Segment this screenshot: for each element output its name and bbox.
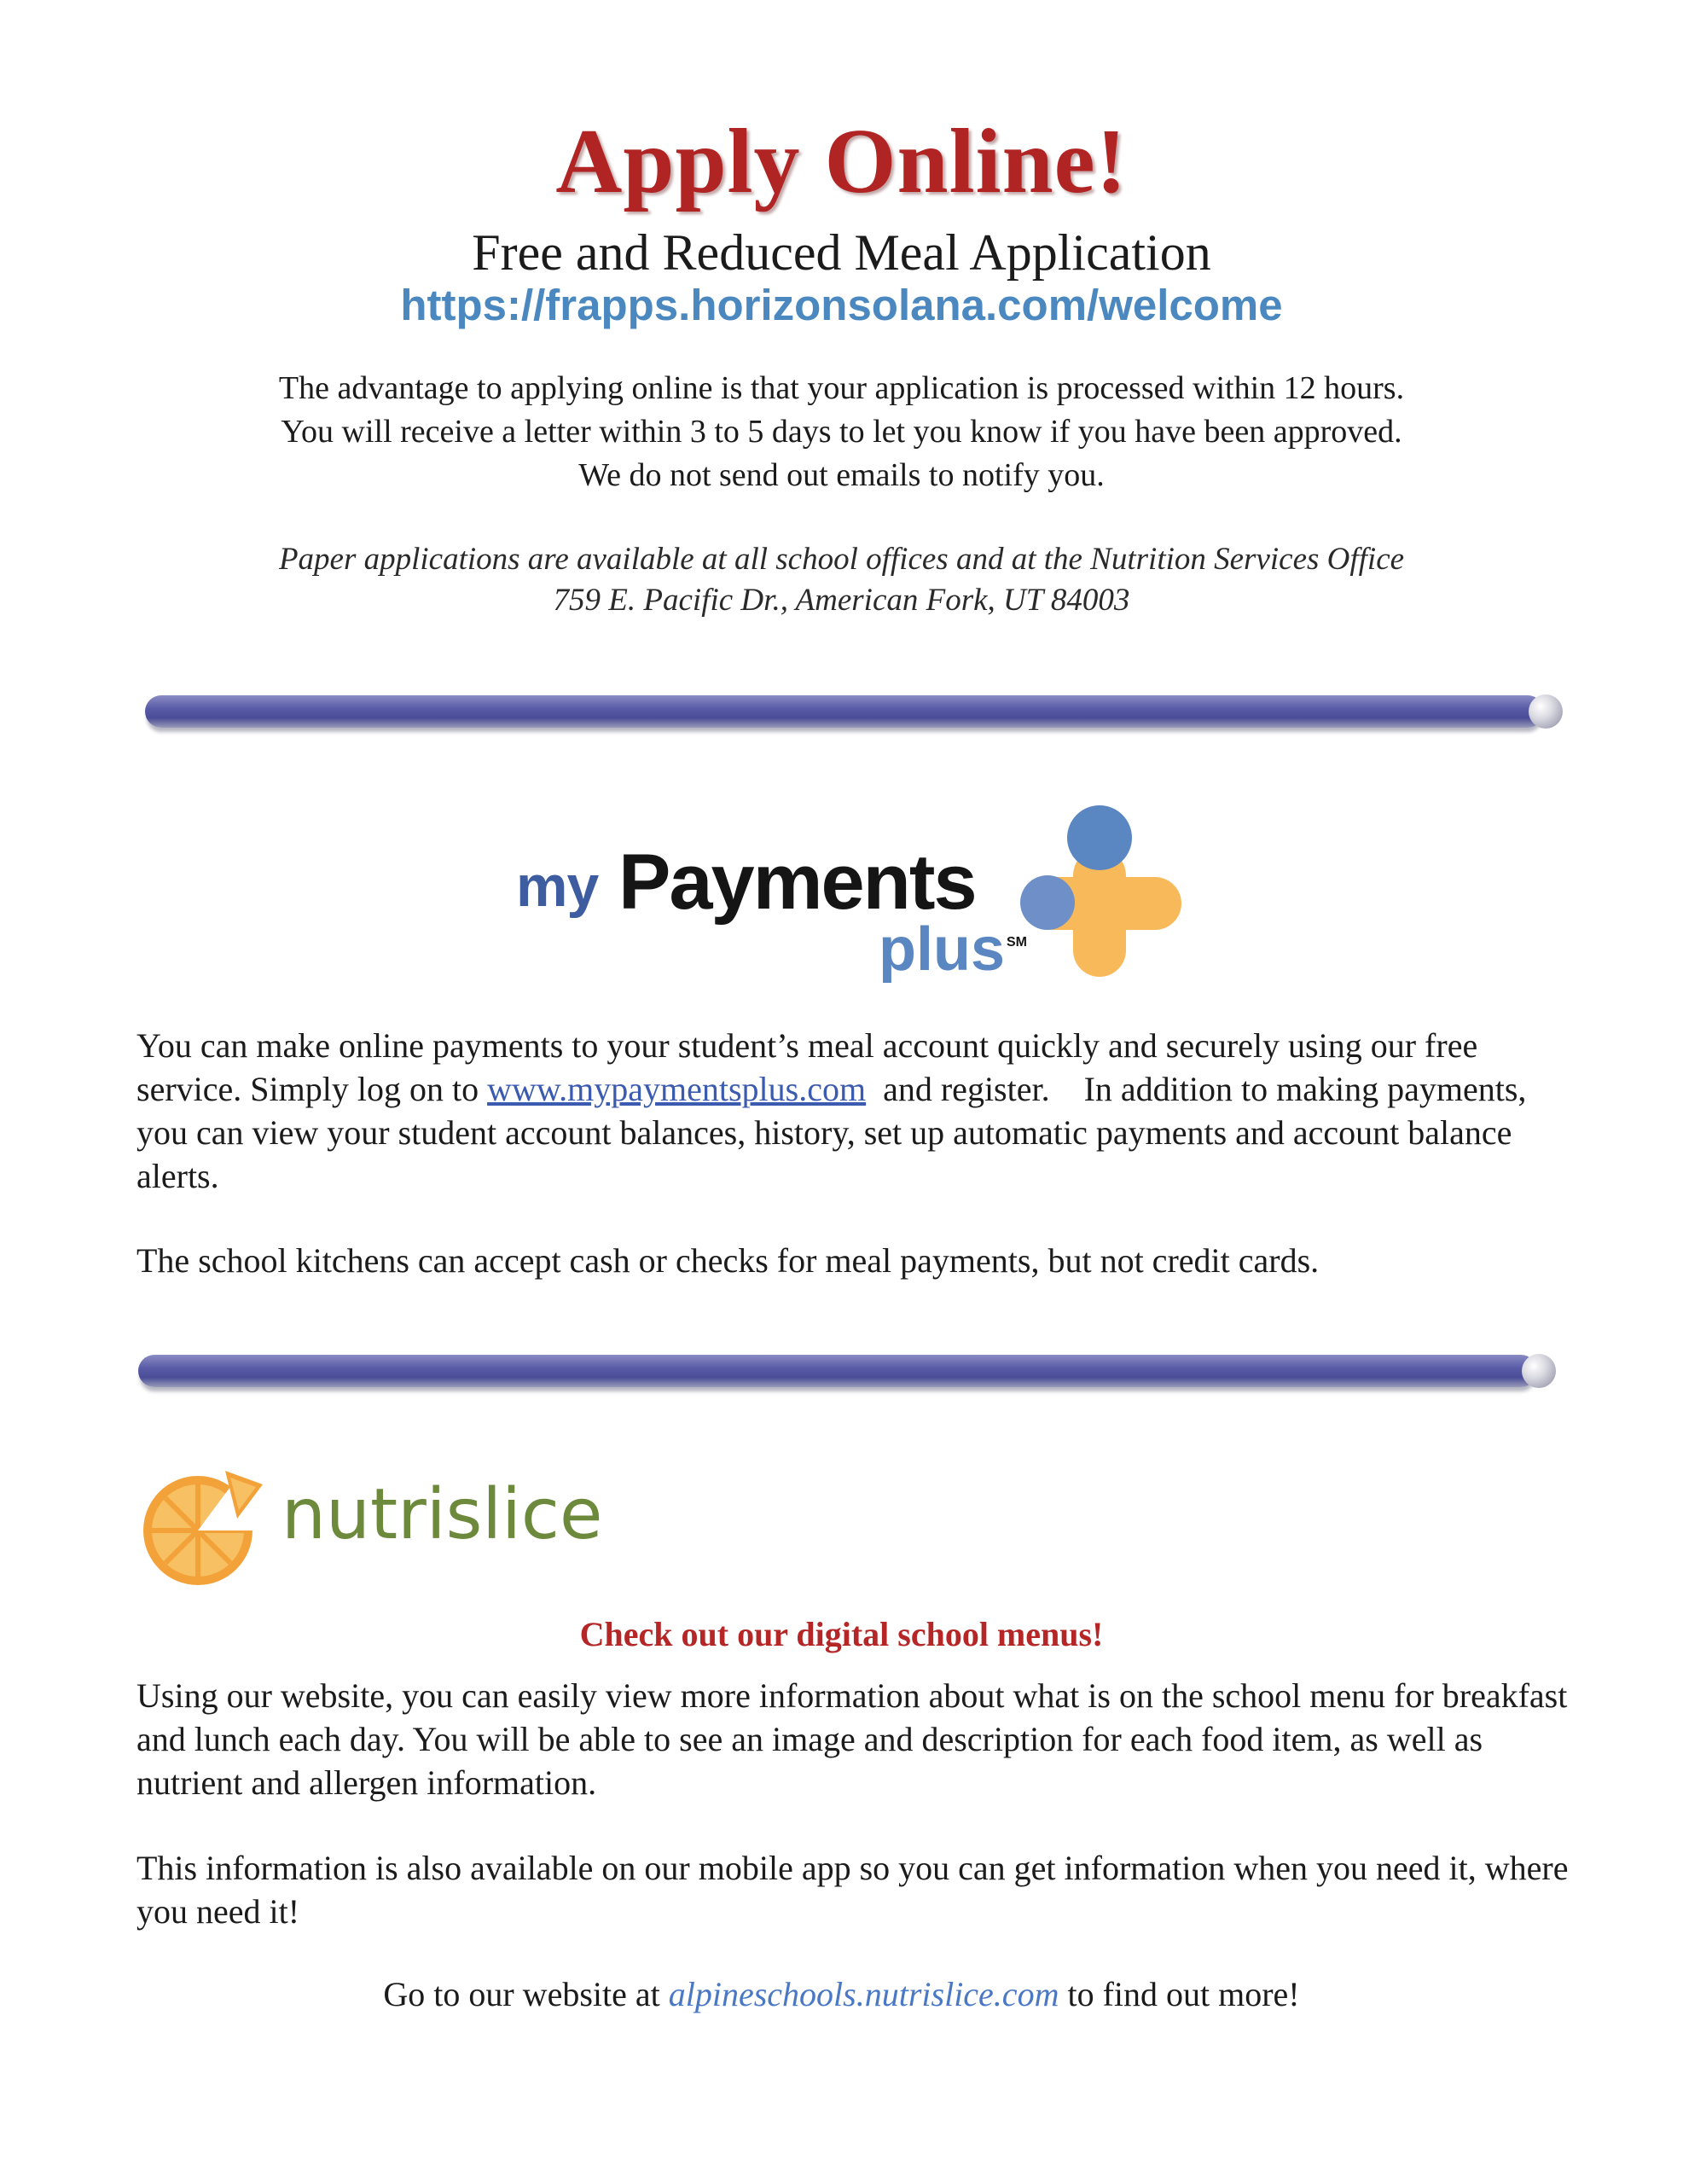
paper-line: Paper applications are available at all school offices and at the Nutrition Services Office (278, 542, 1405, 577)
mypayments-link[interactable]: www.mypaymentsplus.com (487, 1070, 867, 1108)
page-subtitle: Free and Reduced Meal Application (472, 224, 1211, 281)
paper-line: 759 E. Pacific Dr., American Fork, UT 84003 (553, 583, 1130, 618)
nutrislice-website-line (0, 1974, 1683, 2014)
plus-icon-blue-left (1020, 875, 1075, 930)
nutrislice-logo-wordmark: nutrislice (281, 1474, 603, 1555)
intro-paragraph (0, 367, 1683, 497)
mypayments-logo-payments: Payments (618, 839, 976, 926)
nutrislice-paragraph-2: This information is also available on our mobile app so you can get information when you need it, where you need it! (136, 1849, 1569, 1931)
nutrislice-orange-icon (136, 1466, 273, 1589)
mypayments-logo-my: my (516, 854, 599, 919)
divider-end-cap (1529, 694, 1563, 729)
plus-icon-blue-top (1067, 805, 1132, 870)
goto-text-before: Go to our website at (383, 1975, 669, 2013)
application-url-wrap (0, 280, 1683, 330)
section-divider (145, 695, 1544, 728)
intro-line: The advantage to applying online is that your application is processed within 12 hours. (278, 370, 1405, 406)
mypayments-logo-servicemark: SM (1007, 935, 1027, 950)
paper-applications-note (0, 539, 1683, 621)
application-url-link[interactable]: https://frapps.horizonsolana.com/welcome (400, 281, 1283, 329)
goto-text-after: to find out more! (1059, 1975, 1300, 2013)
nutrislice-paragraph-1: Using our website, you can easily view more information about what is on the school menu for breakfast and lunch each day. You will be able to see an image and description for each food item, as well as nutrient and allergen information. (136, 1676, 1568, 1802)
page-title: Apply Online! (555, 111, 1128, 212)
mypayments-paragraph (136, 1024, 1570, 1198)
mypayments-plus-icon (1015, 802, 1186, 981)
intro-line: We do not send out emails to notify you. (578, 457, 1105, 493)
mypayments-text-after: and register. In addition to making payments, you can view your student account balances, history, set up automatic payments and account balance alerts. (136, 1070, 1535, 1195)
mypayments-logo-plus: plus (879, 915, 1006, 984)
digital-menus-heading: Check out our digital school menus! (579, 1615, 1104, 1653)
payment-methods-paragraph: The school kitchens can accept cash or checks for meal payments, but not credit cards. (136, 1241, 1320, 1280)
divider-end-cap (1522, 1354, 1556, 1388)
section-divider (138, 1355, 1537, 1387)
nutrislice-website-link[interactable]: alpineschools.nutrislice.com (668, 1975, 1059, 2013)
intro-line: You will receive a letter within 3 to 5 days to let you know if you have been approved. (281, 414, 1402, 450)
mypayments-text-before: You can make online payments to your student’s meal account quickly and securely using our free service. Simply log on to (136, 1026, 1478, 1108)
